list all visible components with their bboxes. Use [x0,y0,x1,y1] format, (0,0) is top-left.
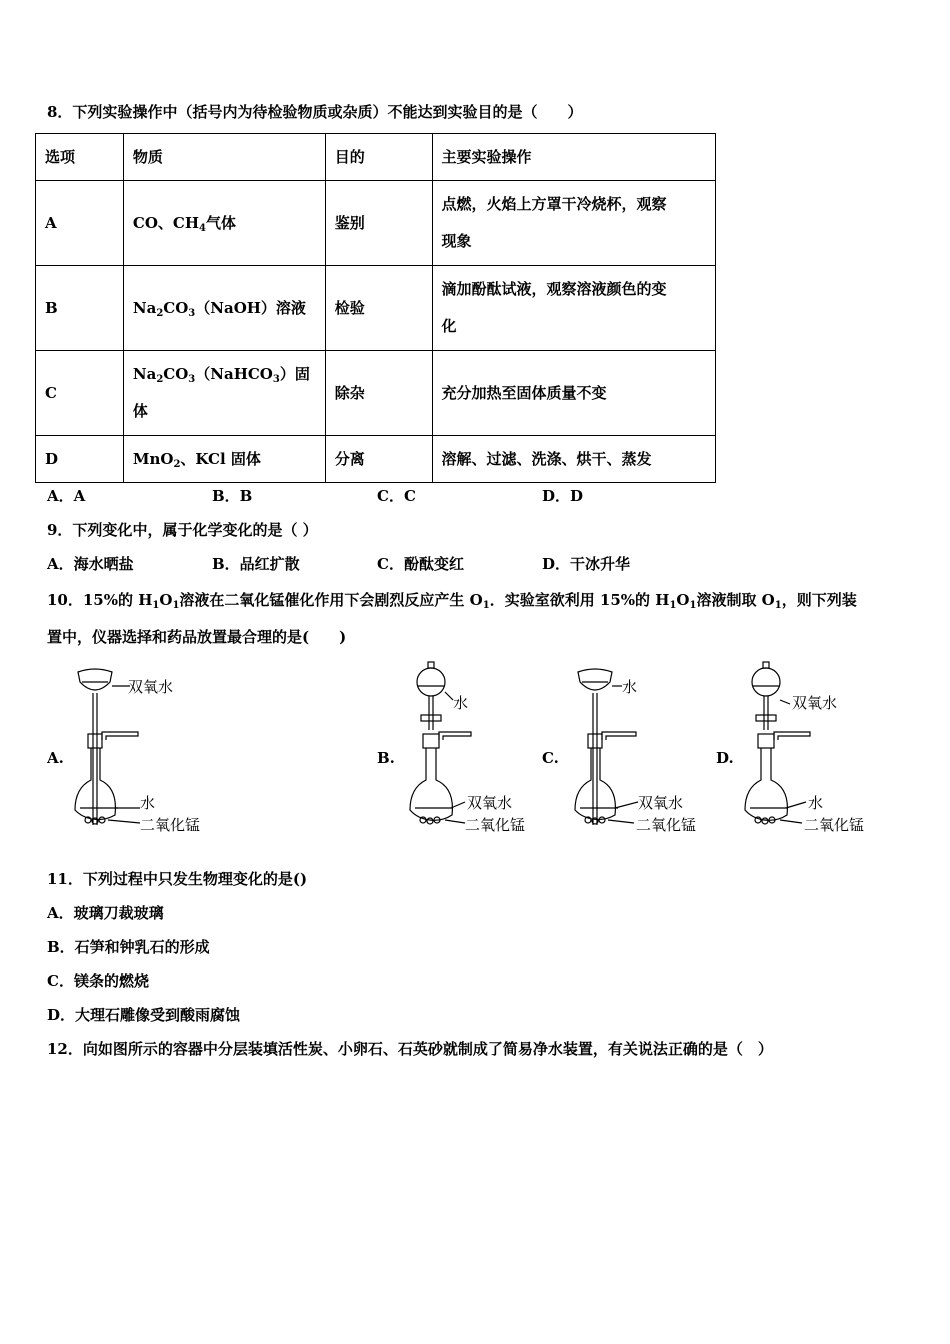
q11-option-a[interactable]: A．玻璃刀裁玻璃 [47,904,164,922]
q8-header-operation: 主要实验操作 [432,134,715,181]
q10-a-flask-label2: 二氧化锰 [140,816,201,834]
q9-stem: 9．下列变化中，属于化学变化的是（ ） [47,521,318,539]
q10-b-flask-label1: 双氧水 [467,794,513,812]
table-row [36,436,716,483]
q9-option-a[interactable]: A．海水晒盐 [47,555,134,573]
q8-row-b-substance: $Na_2CO_3(NaOH)$溶液 [123,266,325,351]
q10-b-funnel-label: 水 [453,694,469,712]
q8-row-d-option: D [36,436,124,483]
q8-row-c-purpose: 除杂 [325,351,432,436]
q8-row-c-substance: $Na_2CO_3(NaHCO_3)$固 体 [123,351,325,436]
q8-row-a-option: A [36,181,124,266]
q10-option-a-letter[interactable]: A. [47,749,64,767]
q10-apparatus-c[interactable] [560,660,720,844]
q8-row-c-option: C [36,351,124,436]
q12-stem: 12．向如图所示的容器中分层装填活性炭、小卵石、石英砂就制成了简易净水装置，有关说法正确的是（ ） [47,1040,773,1058]
q8-table [35,133,716,483]
q10-option-d-letter[interactable]: D. [716,749,734,767]
q10-option-b-letter[interactable]: B. [377,749,395,767]
q11-option-d[interactable]: D．大理石雕像受到酸雨腐蚀 [47,1006,241,1024]
q10-stem-line1: 10．15%的 $H_1O_1$溶液在二氧化锰催化作用下会剧烈反应产生 $O_1$．实验室欲利用 15%的 $H_1O_1$溶液制取 $O_1$，则下列装 [47,591,857,611]
q8-row-a-operation: 点燃，火焰上方罩干冷烧杯，观察 现象 [432,181,715,266]
q8-row-a-substance: CO、$CH_4$气体 [123,181,325,266]
q10-b-flask-label2: 二氧化锰 [465,816,526,834]
q8-row-d-substance: MnO$_2$、KCl 固体 [123,436,325,483]
q10-apparatus-a[interactable] [60,660,220,844]
q11-option-b[interactable]: B．石笋和钟乳石的形成 [47,938,210,956]
table-row [36,266,716,351]
q8-row-b-option: B [36,266,124,351]
q10-apparatus-b[interactable] [395,660,555,844]
q8-header-option: 选项 [36,134,124,181]
table-row [36,351,716,436]
q8-row-d-operation: 溶解、过滤、洗涤、烘干、蒸发 [432,436,715,483]
q9-option-c[interactable]: C．酚酞变红 [377,555,464,573]
q8-header-row [36,134,716,181]
q10-c-flask-label1: 双氧水 [638,794,684,812]
q9-options [0,554,950,574]
q8-row-c-operation: 充分加热至固体质量不变 [432,351,715,436]
q9-option-d[interactable]: D．干冰升华 [542,555,631,573]
q8-header-substance: 物质 [123,134,325,181]
q8-options [0,486,950,506]
q10-d-funnel-label: 双氧水 [792,694,838,712]
q8-row-a-purpose: 鉴别 [325,181,432,266]
q8-option-b[interactable]: B．B [212,487,253,505]
q8-option-c[interactable]: C．C [377,487,416,505]
q8-option-d[interactable]: D．D [542,487,584,505]
q11-stem: 11．下列过程中只发生物理变化的是() [47,870,308,888]
q10-d-flask-label1: 水 [808,794,824,812]
q8-row-b-purpose: 检验 [325,266,432,351]
q8-header-purpose: 目的 [325,134,432,181]
q10-a-funnel-label: 双氧水 [128,678,174,696]
q10-c-funnel-label: 水 [622,678,638,696]
table-row [36,181,716,266]
q8-stem: 8．下列实验操作中（括号内为待检验物质或杂质）不能达到实验目的是（ ） [47,103,583,121]
q8-row-b-operation: 滴加酚酞试液，观察溶液颜色的变 化 [432,266,715,351]
q10-a-flask-label1: 水 [140,794,156,812]
q11-option-c[interactable]: C．镁条的燃烧 [47,972,149,990]
q8-row-d-purpose: 分离 [325,436,432,483]
q10-stem-line2: 置中，仪器选择和药品放置最合理的是( ) [47,628,347,646]
q10-d-flask-label2: 二氧化锰 [804,816,865,834]
q10-option-c-letter[interactable]: C. [542,749,559,767]
q8-option-a[interactable]: A．A [47,487,86,505]
q9-option-b[interactable]: B．品红扩散 [212,555,300,573]
q10-apparatus-d[interactable] [730,660,890,844]
q10-c-flask-label2: 二氧化锰 [636,816,697,834]
